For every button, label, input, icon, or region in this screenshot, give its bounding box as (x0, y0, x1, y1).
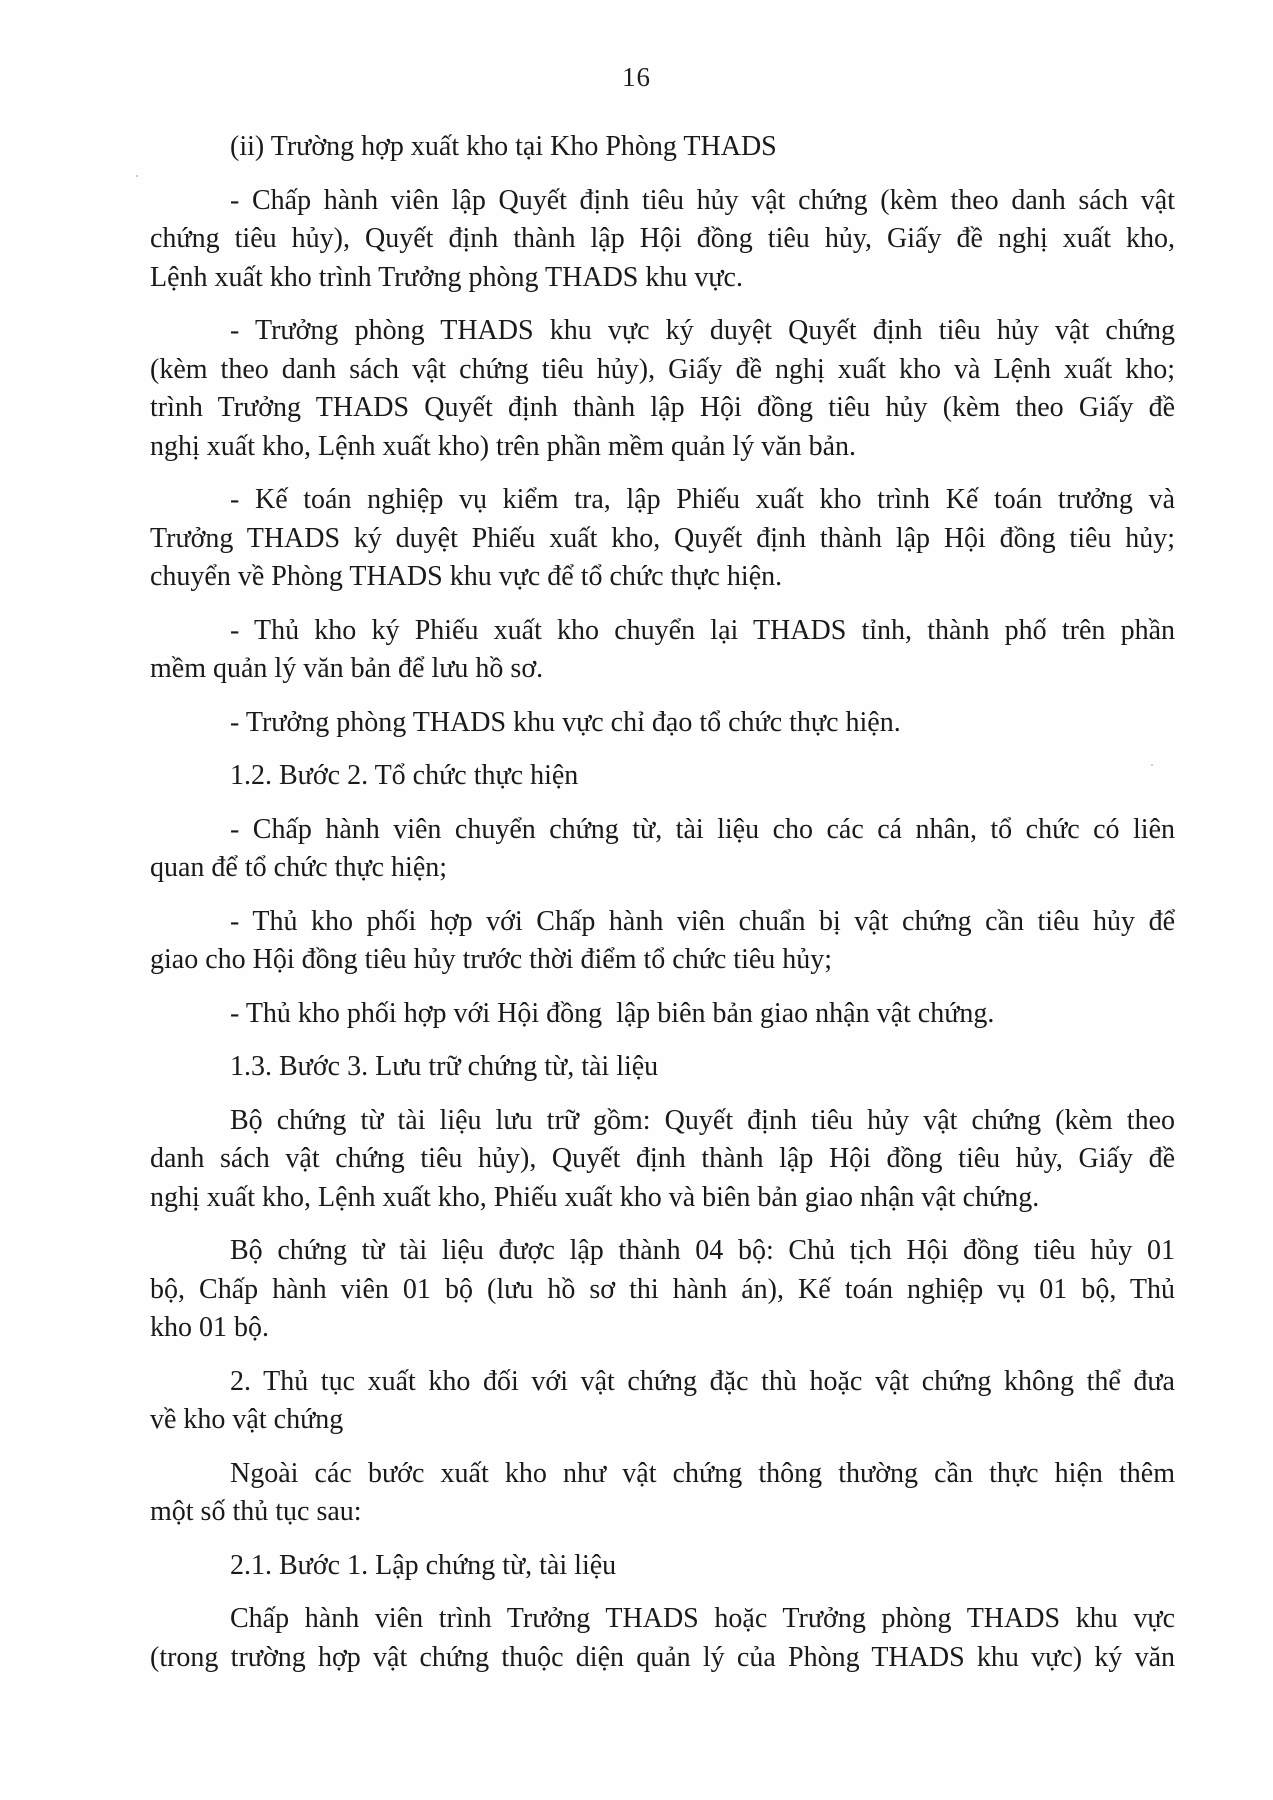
section-heading-1-3 (150, 1048, 1175, 1087)
text-line: - Trưởng phòng THADS khu vực chỉ đạo tổ chức thực hiện. (230, 706, 901, 738)
paragraph-bo-chung-tu-gom (150, 1102, 1175, 1218)
paragraph-chv-lap-quyet-dinh (150, 182, 1175, 298)
section-heading-2 (150, 1363, 1175, 1440)
paragraph-chv-chuyen-chung-tu (150, 811, 1175, 888)
text-line: Trưởng THADS ký duyệt Phiếu xuất kho, Quyết định thành lập Hội đồng tiêu hủy; (150, 522, 1175, 554)
text-line: 2.1. Bước 1. Lập chứng từ, tài liệu (230, 1549, 617, 1581)
paragraph-thu-kho-chuan-bi (150, 903, 1175, 980)
paragraph-thu-kho-bien-ban (150, 995, 1175, 1034)
section-heading-ii (150, 128, 1175, 167)
scan-speck (1151, 764, 1153, 766)
text-line: (kèm theo danh sách vật chứng tiêu hủy), Giấy đề nghị xuất kho và Lệnh xuất kho; (150, 353, 1175, 385)
text-line: - Chấp hành viên chuyển chứng từ, tài liệu cho các cá nhân, tổ chức có liên (230, 813, 1175, 845)
text-line: nghị xuất kho, Lệnh xuất kho, Phiếu xuất kho và biên bản giao nhận vật chứng. (150, 1181, 1040, 1213)
text-line: - Chấp hành viên lập Quyết định tiêu hủy vật chứng (kèm theo danh sách vật (230, 184, 1175, 216)
section-heading-2-1 (150, 1547, 1175, 1586)
text-line: 1.3. Bước 3. Lưu trữ chứng từ, tài liệu (230, 1051, 659, 1082)
text-line: mềm quản lý văn bản để lưu hồ sơ. (150, 653, 544, 684)
text-line: nghị xuất kho, Lệnh xuất kho) trên phần mềm quản lý văn bản. (150, 430, 857, 462)
text-line: (trong trường hợp vật chứng thuộc diện quản lý của Phòng THADS khu vực) ký văn (150, 1641, 1175, 1673)
text-line: một số thủ tục sau: (150, 1496, 362, 1527)
text-line: chuyển về Phòng THADS khu vực để tổ chức thực hiện. (150, 561, 783, 592)
paragraph-ngoai-cac-buoc (150, 1455, 1175, 1532)
paragraph-truong-phong-ky-duyet (150, 312, 1175, 466)
paragraph-chv-trinh-truong-thads (150, 1600, 1175, 1677)
text-line: Lệnh xuất kho trình Trưởng phòng THADS khu vực. (150, 261, 743, 293)
text-line: - Thủ kho ký Phiếu xuất kho chuyển lại THADS tỉnh, thành phố trên phần (230, 614, 1175, 646)
text-line: - Kế toán nghiệp vụ kiểm tra, lập Phiếu xuất kho trình Kế toán trưởng và (230, 484, 1175, 515)
text-line: danh sách vật chứng tiêu hủy), Quyết định thành lập Hội đồng tiêu hủy, Giấy đề (150, 1143, 1175, 1174)
text-line: quan để tổ chức thực hiện; (150, 852, 448, 883)
text-line: trình Trưởng THADS Quyết định thành lập Hội đồng tiêu hủy (kèm theo Giấy đề (150, 392, 1175, 423)
text-line: (ii) Trường hợp xuất kho tại Kho Phòng THADS (230, 131, 777, 162)
text-line: về kho vật chứng (150, 1404, 344, 1435)
text-line: Bộ chứng từ tài liệu lưu trữ gồm: Quyết định tiêu hủy vật chứng (kèm theo (230, 1104, 1175, 1136)
scan-speck (136, 175, 138, 177)
text-line: - Trưởng phòng THADS khu vực ký duyệt Quyết định tiêu hủy vật chứng (230, 315, 1175, 346)
text-line: Ngoài các bước xuất kho như vật chứng thông thường cần thực hiện thêm (230, 1457, 1175, 1489)
page-number: 16 (622, 62, 651, 92)
section-heading-1-2 (150, 757, 1175, 796)
text-line: 1.2. Bước 2. Tổ chức thực hiện (230, 760, 579, 791)
text-line: Chấp hành viên trình Trưởng THADS hoặc Trưởng phòng THADS khu vực (230, 1603, 1175, 1634)
text-line: 2. Thủ tục xuất kho đối với vật chứng đặc thù hoặc vật chứng không thể đưa (230, 1365, 1175, 1397)
text-line: - Thủ kho phối hợp với Chấp hành viên chuẩn bị vật chứng cần tiêu hủy để (230, 905, 1175, 937)
text-line: - Thủ kho phối hợp với Hội đồng lập biên bản giao nhận vật chứng. (230, 997, 995, 1029)
text-line: kho 01 bộ. (150, 1312, 269, 1343)
text-line: giao cho Hội đồng tiêu hủy trước thời điểm tổ chức tiêu hủy; (150, 944, 833, 975)
paragraph-thu-kho-ky-phieu (150, 612, 1175, 689)
paragraph-truong-phong-chi-dao (150, 704, 1175, 743)
text-line: Bộ chứng từ tài liệu được lập thành 04 bộ: Chủ tịch Hội đồng tiêu hủy 01 (230, 1235, 1175, 1266)
paragraph-ke-toan-kiem-tra (150, 481, 1175, 597)
text-line: bộ, Chấp hành viên 01 bộ (lưu hồ sơ thi hành án), Kế toán nghiệp vụ 01 bộ, Thủ (150, 1273, 1175, 1305)
document-body (150, 128, 1175, 1692)
text-line: chứng tiêu hủy), Quyết định thành lập Hội đồng tiêu hủy, Giấy đề nghị xuất kho, (150, 223, 1175, 254)
paragraph-bo-chung-tu-04-bo (150, 1232, 1175, 1348)
